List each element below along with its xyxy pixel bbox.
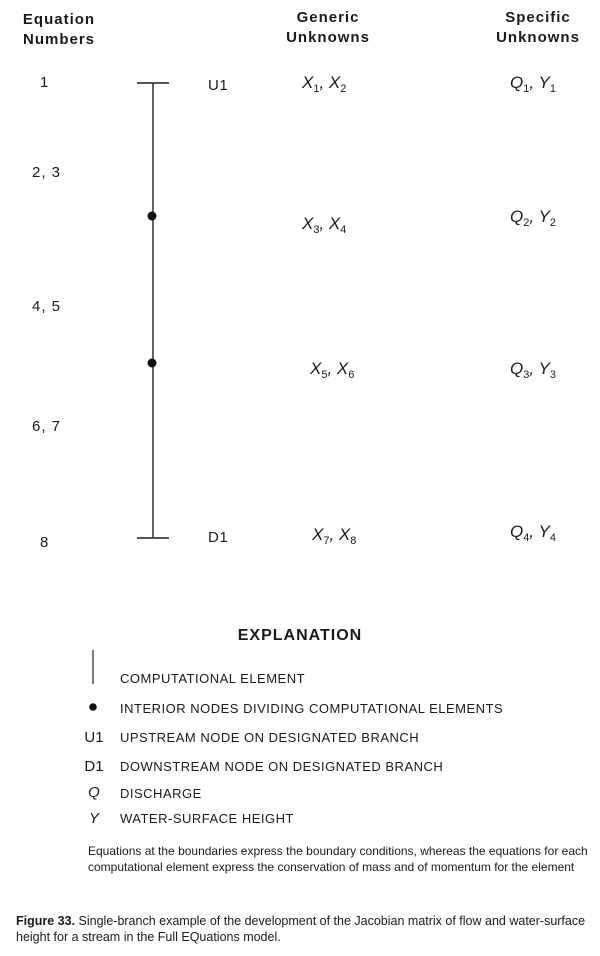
header-generic-unknowns-line1: Generic [296,9,360,26]
legend-text-computational-element: COMPUTATIONAL ELEMENT [120,671,306,686]
legend-text-water-surface-height: WATER-SURFACE HEIGHT [120,811,294,826]
legend-symbol-q: Q [88,784,100,801]
interior-node [148,359,157,368]
legend-text-interior-nodes: INTERIOR NODES DIVIDING COMPUTATIONAL ELEMENTS [120,701,504,716]
figure-label: Figure 33. [16,914,76,928]
specific-unknown-pair: $Q_2$, $Y_2$ [510,207,556,229]
legend-symbol-d1: D1 [84,758,104,775]
explanation-title: EXPLANATION [237,627,363,644]
specific-unknown-pair: $Q_1$, $Y_1$ [510,73,556,95]
header-generic-unknowns-line2: Unknowns [286,29,370,46]
header-specific-unknowns-line2: Unknowns [496,29,580,46]
header-equation-numbers-line1: Equation [22,11,96,28]
legend-symbol-u1: U1 [84,729,104,746]
generic-unknown-pair: $X_7$, $X_8$ [312,525,357,547]
downstream-node-label: D1 [208,529,229,546]
figure-caption-text: Single-branch example of the development of the Jacobian matrix of flow and water-surface height for a stream in the Full EQuations model. [16,914,586,944]
specific-unknown-pair: $Q_4$, $Y_4$ [510,522,556,544]
generic-unknown-pair: $X_5$, $X_6$ [310,359,355,381]
legend-text-discharge: DISCHARGE [120,786,202,801]
legend-symbol-y: Y [88,810,99,827]
legend-node-dot [89,703,97,711]
legend-text-downstream-node: DOWNSTREAM NODE ON DESIGNATED BRANCH [120,759,444,774]
generic-unknown-pair: $X_1$, $X_2$ [302,73,347,95]
generic-unknown-pair: $X_3$, $X_4$ [302,214,347,236]
interior-node [148,212,157,221]
header-specific-unknowns-line1: Specific [505,9,571,26]
upstream-node-label: U1 [208,77,229,94]
figure-caption [16,913,591,945]
specific-unknown-pair: $Q_3$, $Y_3$ [510,359,556,381]
legend-text-upstream-node: UPSTREAM NODE ON DESIGNATED BRANCH [120,730,420,745]
equation-number: 6, 7 [32,418,62,435]
explanation-note: Equations at the boundaries express the boundary conditions, whereas the equations for each computational element express the conservation of mass and of momentum for the element [88,844,588,874]
equation-number: 2, 3 [32,164,62,181]
equation-number: 1 [40,74,50,91]
equation-number: 4, 5 [32,298,62,315]
equation-number: 8 [40,534,50,551]
header-equation-numbers-line2: Numbers [22,31,96,48]
